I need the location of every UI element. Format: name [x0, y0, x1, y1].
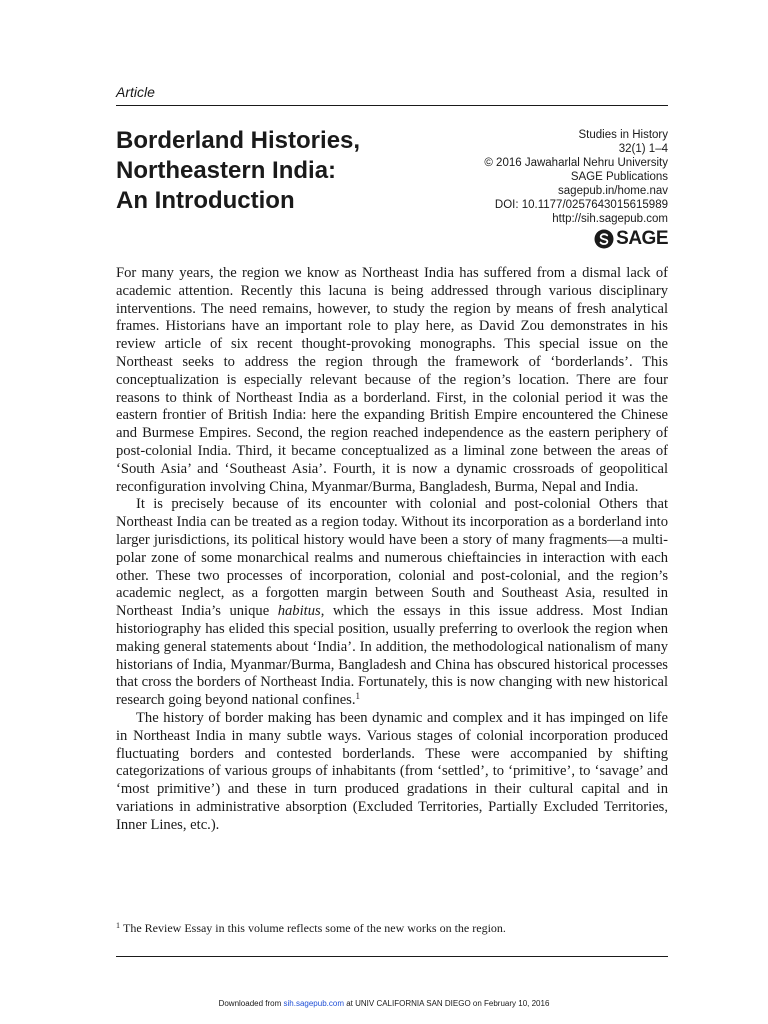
publisher: SAGE Publications	[570, 171, 668, 183]
download-suffix: at UNIV CALIFORNIA SAN DIEGO on February 10, 2016	[343, 999, 550, 1008]
download-link[interactable]: sih.sagepub.com	[283, 999, 344, 1008]
section-label: Article	[116, 84, 155, 100]
doi[interactable]: DOI: 10.1177/0257643015615989	[494, 199, 668, 211]
paragraph-3: The history of border making has been dynamic and complex and it has impinged on life in Northeast India in many subtle ways. Various stages of colonial incorporation produced fluctuating borders and contested borderlands. These were accompanied by shifting categorizations of various groups of inhabitants (from ‘settled’, to ‘primitive’, to ‘savage’ and ‘most primitive’) and these in turn produced gradations in their cultural capital and in variations in administrative absorption (Excluded Territories, Partially Excluded Territories, Inner Lines, etc.).	[116, 709, 668, 833]
footnote	[116, 918, 668, 936]
copyright: © 2016 Jawaharlal Nehru University	[484, 157, 668, 169]
habitus-term: habitus	[277, 603, 321, 620]
sage-logo	[594, 228, 668, 250]
article-title	[116, 126, 426, 216]
paragraph-2-part-1: It is precisely because of its encounter with colonial and post-colonial Others that Northeast India can be treated as a region today. Without its incorporation as a borderland into larger jurisdictions, its political history would have been a story of many fragments—a multi-polar zone of some monarchical realms and numerous chieftaincies in interaction with each other. These two processes of incorporation, colonial and post-colonial, and the region’s academic neglect, as a forgotten margin between South and Southeast Asia, resulted in Northeast India’s unique	[116, 496, 668, 620]
paragraph-2	[116, 496, 668, 710]
title-line-3: An Introduction	[116, 187, 295, 214]
journal-url[interactable]: http://sih.sagepub.com	[552, 213, 668, 225]
footnote-ref[interactable]: 1	[355, 691, 360, 702]
volume-issue: 32(1) 1–4	[618, 143, 668, 155]
header-rule	[116, 105, 668, 106]
title-line-2: Northeastern India:	[116, 157, 337, 184]
title-line-1: Borderland Histories,	[116, 127, 361, 154]
footnote-text: The Review Essay in this volume reflects some of the new works on the region.	[123, 921, 506, 935]
sage-logo-text: SAGE	[616, 228, 668, 249]
paragraph-2-part-2: , which the essays in this issue address. Most Indian historiography has elided this special position, usually preferring to overlook the region when making general statements about ‘India’. In addition, the methodological nationalism of many historians of India, Myanmar/Burma, Bangladesh and China has obscured historical processes that cross the borders of Northeast India. Fortunately, this is now changing with new historical research going beyond national confines.	[116, 603, 668, 709]
journal-name: Studies in History	[578, 129, 668, 141]
publisher-url[interactable]: sagepub.in/home.nav	[558, 185, 668, 197]
sage-logo-icon	[594, 229, 614, 249]
journal-info	[484, 128, 668, 226]
footnote-number: 1	[116, 921, 120, 930]
footer-rule	[116, 956, 668, 957]
download-notice	[0, 999, 768, 1008]
article-body	[116, 265, 668, 835]
download-prefix: Downloaded from	[218, 999, 284, 1008]
paragraph-1: For many years, the region we know as Northeast India has suffered from a dismal lack of academic attention. Recently this lacuna is being addressed through various disciplinary interventions. The need remains, however, to study the region by means of fresh analytical frames. Historians have an important role to play here, as David Zou demonstrates in his review article of six recent thought-provoking monographs. This special issue on the Northeast seeks to address the region through the framework of ‘borderlands’. This conceptualization is especially relevant because of the region’s location. There are four reasons to think of Northeast India as a borderland. First, in the colonial period it was the eastern frontier of British India: here the expanding British Empire encountered the Chinese and Burmese Empires. Second, the region reached independence as the eastern periphery of post-colonial India. Third, it became conceptualized as a liminal zone between the areas of ‘South Asia’ and ‘Southeast Asia’. Fourth, it is now a dynamic crossroads of geopolitical reconfiguration involving China, Myanmar/Burma, Bangladesh, Burma, Nepal and India.	[116, 265, 668, 495]
